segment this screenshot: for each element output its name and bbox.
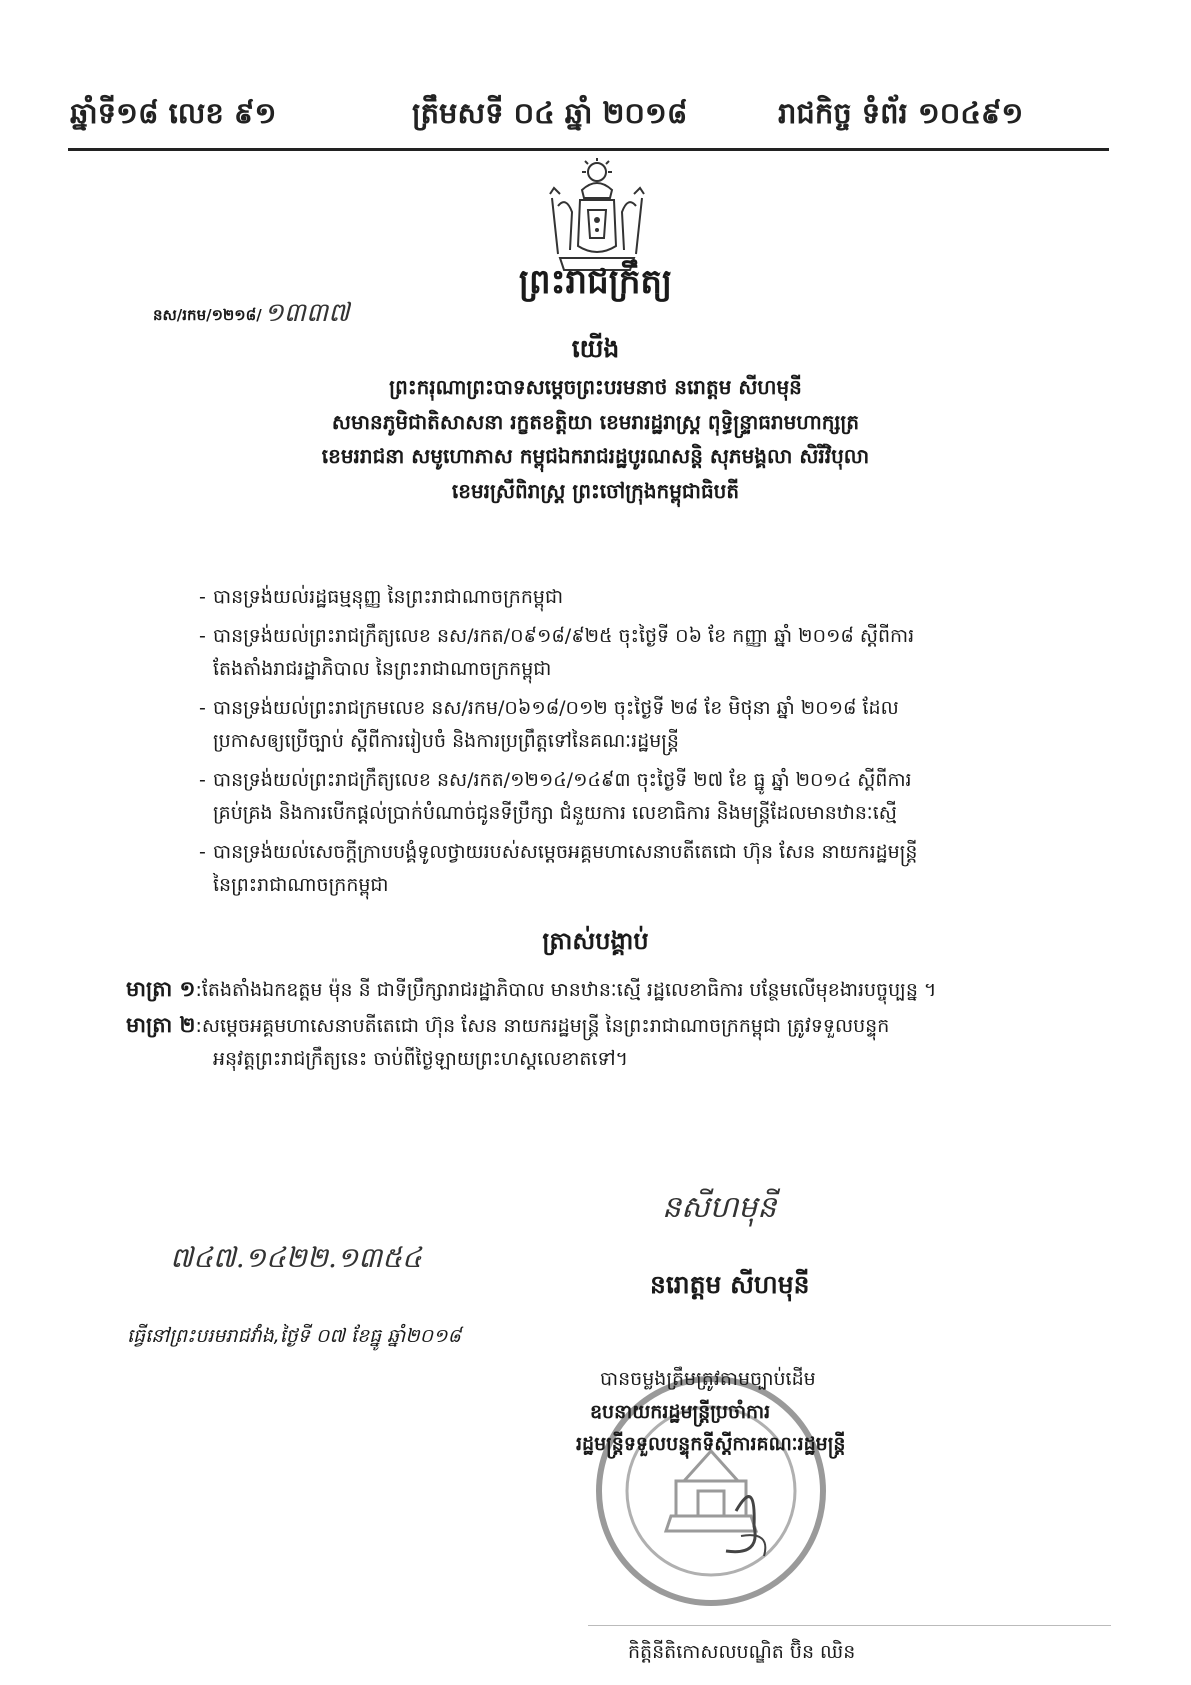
article-text: :សម្តេចអគ្គមហាសេនាបតីតេជោ ហ៊ុន សែន នាយករដ្ឋមន្ត្រី នៃព្រះរាជាណាចក្រកម្ពុជា ត្រូវទទួលបន្ទុក (195, 1015, 890, 1037)
place-date: ធ្វើនៅព្រះបរមរាជវាំង,ថ្ងៃទី ០៧ ខែធ្នូ ឆ្នាំ២០១៨ (127, 1325, 461, 1347)
header-rule (68, 148, 1109, 151)
article-label: មាត្រា ១ (126, 977, 196, 1001)
visa-item-cont: គ្រប់គ្រង និងការបើកផ្តល់ប្រាក់បំណាច់ជូនទីប្រឹក្សា ជំនួយការ លេខាធិការ និងមន្ត្រីដែលមានឋានៈស្មើ (213, 802, 897, 824)
visa-item: - បានទ្រង់យល់ព្រះរាជក្រឹត្យលេខ នស/រកត/០៩១៨/៩២៥ ចុះថ្ងៃទី ០៦ ខែ កញ្ញា ឆ្នាំ ២០១៨ ស្តីពីការ (199, 625, 915, 647)
king-title-line: ខេមរស្រីពិរាស្ត្រ ព្រះចៅក្រុងកម្ពុជាធិបតី (451, 479, 740, 503)
article-text: :តែងតាំងឯកឧត្តម ម៉ុន នី ជាទីប្រឹក្សារាជរដ្ឋាភិបាល មានឋានៈស្មើ រដ្ឋលេខាធិការ បន្ថែមលើមុខងារបច្ចុប្បន្ន ។ (195, 979, 937, 1001)
year-issue: ឆ្នាំទី១៨ លេខ ៩១ (70, 96, 277, 130)
king-title-line: ខេមររាជនា សមូហោភាស កម្ពុជឯករាជរដ្ឋបូរណសន្តិ សុភមង្គលា សិរីវិបុលា (321, 444, 870, 468)
article-label: មាត្រា ២ (126, 1013, 196, 1037)
minister-title: រដ្ឋមន្ត្រីទទួលបន្ទុកទីស្តីការគណៈរដ្ឋមន្ត្រី (576, 1433, 846, 1455)
reference-number: នស/រកម/១២១៨/ (153, 306, 262, 324)
countersigner-name: កិត្តិនីតិកោសលបណ្ឌិត ប៊ិន ឈិន (628, 1641, 856, 1663)
visa-item: - បានទ្រង់យល់រដ្ឋធម្មនុញ្ញ នៃព្រះរាជាណាចក្រកម្ពុជា (199, 586, 564, 608)
king-signature: នសីហមុនី (662, 1190, 777, 1225)
divider (588, 1625, 1111, 1626)
gazette-page: រាជកិច្ច ទំព័រ ១០៤៩១ (778, 96, 1024, 130)
visa-item-cont: តែងតាំងរាជរដ្ឋាភិបាល នៃព្រះរាជាណាចក្រកម្ពុជា (213, 658, 552, 680)
reference-handwritten: ១៣៣៧ (264, 298, 350, 328)
visa-item: - បានទ្រង់យល់ព្រះរាជក្រមលេខ នស/រកម/០៦១៨/០១២ ចុះថ្ងៃទី ២៨ ខែ មិថុនា ឆ្នាំ ២០១៨ ដែល (199, 697, 899, 719)
royal-coat-of-arms-icon (538, 158, 656, 276)
king-title-line: ព្រះករុណាព្រះបាទសម្តេចព្រះបរមនាថ នរោត្តម សីហមុនី (389, 375, 802, 399)
visa-item: - បានទ្រង់យល់សេចក្តីក្រាបបង្គំទូលថ្វាយរបស់សម្តេចអគ្គមហាសេនាបតីតេជោ ហ៊ុន សែន នាយករដ្ឋមន្ត្រី (199, 841, 918, 863)
header-date: ត្រឹមសទី ០៤ ឆ្នាំ ២០១៨ (412, 96, 688, 130)
copy-certification: បានចម្លងត្រឹមត្រូវតាមច្បាប់ដើម (600, 1368, 816, 1390)
article-2 (126, 1010, 889, 1041)
deputy-pm-title: ឧបនាយករដ្ឋមន្ត្រីប្រចាំការ (590, 1401, 771, 1423)
article-1 (126, 974, 936, 1005)
article-2-cont: អនុវត្តព្រះរាជក្រឹត្យនេះ ចាប់ពីថ្ងៃឡាយព្រះហស្តលេខាតទៅ។ (213, 1048, 629, 1070)
document-title: ព្រះរាជក្រឹត្យ (518, 262, 673, 302)
handwritten-code: ៧៤៧.១៤២២.១៣៥៤ (170, 1241, 422, 1274)
we-heading: យើង (571, 334, 620, 363)
decree-heading: ត្រាស់បង្គាប់ (542, 927, 649, 955)
visa-item-cont: ប្រកាសឲ្យប្រើច្បាប់ ស្តីពីការរៀបចំ និងការប្រព្រឹត្តទៅនៃគណៈរដ្ឋមន្ត្រី (213, 730, 679, 752)
signatory-name: នរោត្តម សីហមុនី (650, 1270, 810, 1299)
visa-item-cont: នៃព្រះរាជាណាចក្រកម្ពុជា (213, 874, 389, 896)
visa-item: - បានទ្រង់យល់ព្រះរាជក្រឹត្យលេខ នស/រកត/១២១៤/១៤៩៣ ចុះថ្ងៃទី ២៧ ខែ ធ្នូ ឆ្នាំ ២០១៤ ស្តីពីការ (199, 769, 912, 791)
king-title-line: សមានភូមិជាតិសាសនា រក្ខតខត្តិយា ខេមរារដ្ឋរាស្ត្រ ពុទ្ធិន្ទ្រាធរាមហាក្សត្រ (331, 410, 860, 434)
